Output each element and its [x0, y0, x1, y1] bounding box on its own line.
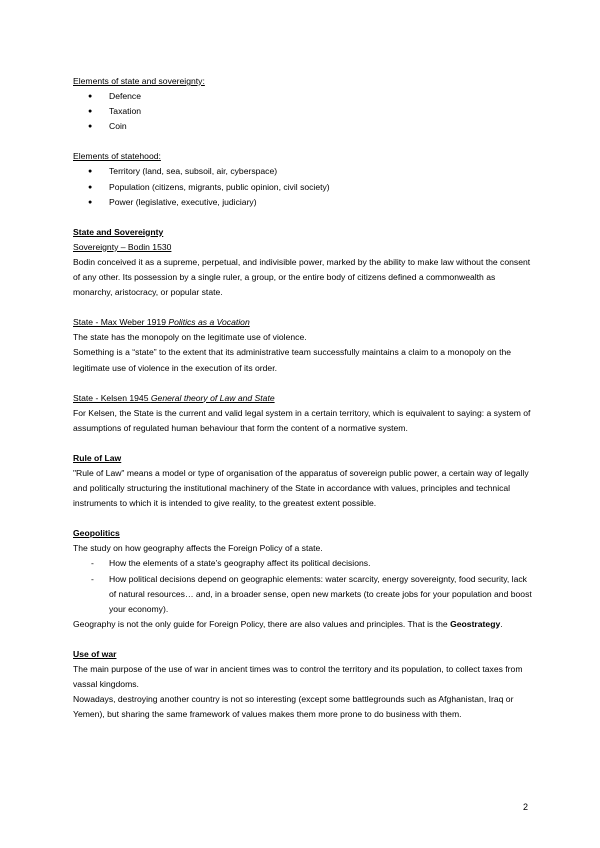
weber-heading-prefix: State - Max Weber 1919 [73, 317, 169, 328]
page-number: 2 [522, 802, 528, 812]
elements-of-state-heading: Elements of state and sovereignty: [73, 76, 205, 86]
geopolitics-closing-text: Geography is not the only guide for Foreign Policy, there are also values and principles. That is the [73, 618, 451, 629]
geopolitics-closing-end: . [500, 618, 503, 629]
list-item: ● Coin [73, 119, 533, 134]
kelsen-heading [73, 391, 533, 406]
page-content [73, 74, 533, 722]
list-item: ● Defence [73, 89, 533, 104]
geopolitics-intro: The study on how geography affects the Foreign Policy of a state. [73, 543, 323, 554]
list-item: - How political decisions depend on geographic elements: water scarcity, energy sovereignty, food security, lack of natural resources… and, in a broader sense, open new markets (to create jobs for your population and boost your economy). [73, 572, 533, 617]
use-of-war-heading: Use of war [73, 648, 117, 659]
list-item: ● Population (citizens, migrants, public opinion, civil society) [73, 180, 533, 195]
weber-line-2: Something is a “state” to the extent that its administrative team successfully maintains a claim to a monopoly on the legitimate use of violence in the execution of its order. [73, 347, 512, 373]
state-sovereignty-heading: State and Sovereignty [73, 226, 164, 237]
geopolitics-list [73, 556, 533, 616]
spacer [73, 376, 533, 391]
kelsen-paragraph: For Kelsen, the State is the current and valid legal system in a certain territory, which is equivalent to saying: a system of assumptions of regulated human behaviour that form the content of a normative system. [73, 407, 531, 433]
spacer [73, 436, 533, 451]
geostrategy-term: Geostrategy [450, 618, 501, 629]
elements-of-statehood-list [73, 164, 533, 209]
spacer [73, 511, 533, 526]
spacer [73, 210, 533, 225]
bodin-paragraph: Bodin conceived it as a supreme, perpetual, and indivisible power, marked by the ability to make law without the consent of any other. Its possession by a single ruler, a group, or the entire body of citizens defined a commonwealth as monarchy, aristocracy, or popular state. [73, 256, 531, 298]
elements-of-statehood-heading: Elements of statehood: [73, 151, 161, 162]
geopolitics-closing [73, 617, 533, 632]
elements-of-state-list [73, 89, 533, 134]
geopolitics-heading: Geopolitics [73, 528, 120, 539]
use-of-war-paragraph-2: Nowadays, destroying another country is not so interesting (except some battlegrounds such as Afghanistan, Iraq or Yemen), but sharing the same framework of values makes them more prone to do business with them. [73, 694, 514, 720]
list-item: ● Taxation [73, 104, 533, 119]
use-of-war-paragraph-1: The main purpose of the use of war in ancient times was to control the territory and its population, to collect taxes from vassal kingdoms. [73, 664, 523, 690]
kelsen-heading-prefix: State - Kelsen 1945 [73, 392, 151, 403]
kelsen-book-title: General theory of Law and State [150, 392, 275, 403]
list-item: ● Territory (land, sea, subsoil, air, cyberspace) [73, 164, 533, 179]
spacer [73, 134, 533, 149]
bodin-heading: Sovereignty – Bodin 1530 [73, 241, 172, 252]
list-item: ● Power (legislative, executive, judiciary) [73, 195, 533, 210]
rule-of-law-paragraph: "Rule of Law" means a model or type of organisation of the apparatus of sovereign public power, a certain way of legally and politically structuring the institutional machinery of the State in accordance with values, principles and technical instruments to which it is intended to give reality, to the greatest extent possible. [73, 467, 529, 509]
weber-book-title: Politics as a Vocation [168, 317, 250, 328]
spacer [73, 632, 533, 647]
spacer [73, 300, 533, 315]
rule-of-law-heading: Rule of Law [73, 452, 122, 463]
list-item: - How the elements of a state’s geography affect its political decisions. [73, 556, 533, 571]
weber-heading [73, 315, 533, 330]
weber-line-1: The state has the monopoly on the legitimate use of violence. [73, 332, 307, 343]
